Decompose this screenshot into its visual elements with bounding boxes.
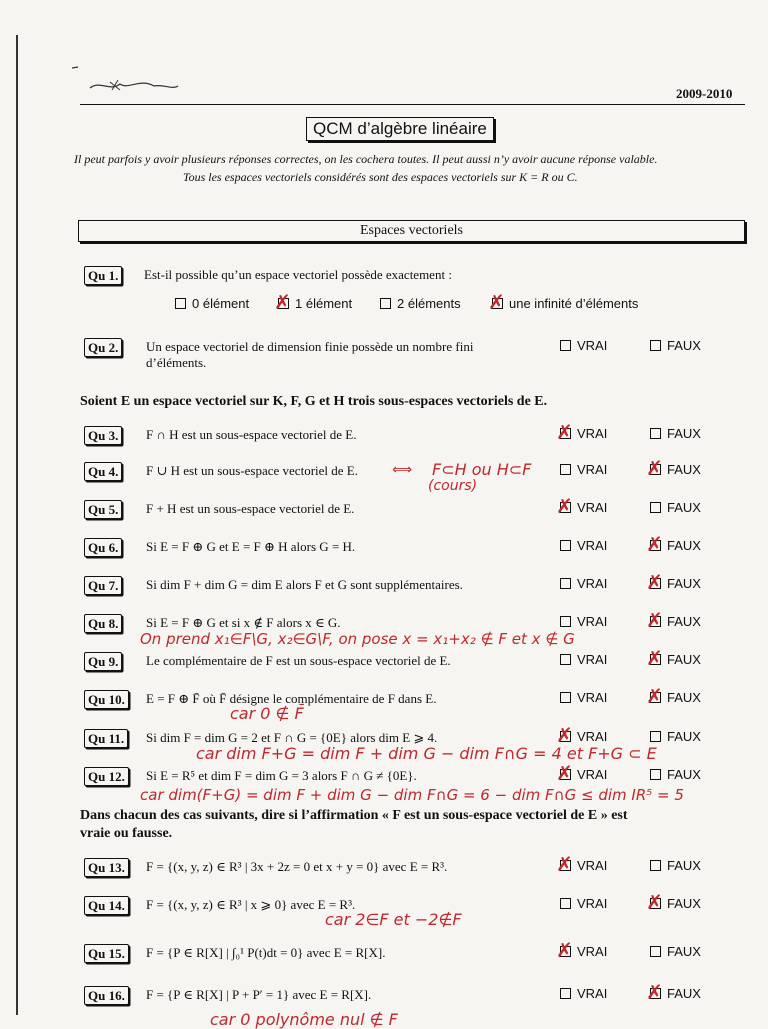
answer-label: FAUX bbox=[667, 858, 701, 873]
checkbox-checked[interactable] bbox=[650, 898, 661, 909]
answer-vrai[interactable] bbox=[560, 426, 607, 441]
q1-option-1[interactable]: 0 élément bbox=[175, 296, 249, 311]
answer-label: FAUX bbox=[667, 426, 701, 441]
question-text: F + H est un sous-espace vectoriel de E. bbox=[146, 501, 355, 516]
checkbox[interactable] bbox=[560, 340, 571, 351]
answer-faux[interactable] bbox=[650, 614, 701, 629]
note-q4-arrow: ⟺ bbox=[392, 462, 413, 478]
answer-label: FAUX bbox=[667, 767, 701, 782]
question-label: Qu 10. bbox=[84, 690, 129, 709]
answer-faux[interactable] bbox=[650, 500, 701, 515]
intro-line-2: Tous les espaces vectoriels considérés sont des espaces vectoriels sur K = R ou C. bbox=[183, 170, 578, 184]
answer-label: VRAI bbox=[577, 500, 608, 515]
answer-vrai[interactable] bbox=[560, 690, 607, 705]
answer-faux[interactable] bbox=[650, 858, 701, 873]
checkbox-checked[interactable] bbox=[560, 769, 571, 780]
q2-label: Qu 2. bbox=[84, 338, 122, 357]
checkbox-checked[interactable] bbox=[650, 616, 661, 627]
question-label: Qu 5. bbox=[84, 500, 122, 519]
question-label: Qu 6. bbox=[84, 538, 122, 557]
checkbox[interactable] bbox=[650, 428, 661, 439]
question-label: Qu 3. bbox=[84, 426, 122, 445]
question-text: F = {(x, y, z) ∈ R³ | x ⩾ 0} avec E = R³. bbox=[146, 897, 356, 912]
year: 2009-2010 bbox=[676, 86, 733, 101]
answer-label: VRAI bbox=[577, 690, 608, 705]
answer-label: FAUX bbox=[667, 986, 701, 1001]
checkbox-checked[interactable] bbox=[650, 988, 661, 999]
checkbox-checked[interactable] bbox=[650, 654, 661, 665]
answer-vrai[interactable] bbox=[560, 896, 607, 911]
question-label: Qu 16. bbox=[84, 986, 129, 1005]
answer-label: VRAI bbox=[577, 858, 608, 873]
answer-vrai[interactable] bbox=[560, 576, 607, 591]
note-q8: On prend x₁∈F\G, x₂∈G\F, on pose x = x₁+x₂ ∉ F et x ∉ G bbox=[140, 630, 575, 648]
answer-faux[interactable] bbox=[650, 986, 701, 1001]
answer-label: FAUX bbox=[667, 652, 701, 667]
answer-faux[interactable] bbox=[650, 729, 701, 744]
checkbox-checked[interactable] bbox=[650, 464, 661, 475]
checkbox[interactable] bbox=[650, 502, 661, 513]
checkbox[interactable] bbox=[560, 692, 571, 703]
question-label: Qu 15. bbox=[84, 944, 129, 963]
checkbox[interactable] bbox=[560, 654, 571, 665]
answer-vrai[interactable] bbox=[560, 652, 607, 667]
note-q12: car dim(F+G) = dim F + dim G − dim F∩G = 6 − dim F∩G ≤ dim IR⁵ = 5 bbox=[140, 786, 684, 804]
answer-faux[interactable] bbox=[650, 652, 701, 667]
answer-vrai[interactable] bbox=[560, 729, 607, 744]
answer-label: FAUX bbox=[667, 462, 701, 477]
answer-vrai[interactable] bbox=[560, 500, 607, 515]
answer-label: VRAI bbox=[577, 576, 608, 591]
question-text: Si E = R⁵ et dim F = dim G = 3 alors F ∩ G ≠ {0E}. bbox=[146, 768, 417, 783]
checkbox[interactable] bbox=[560, 898, 571, 909]
context-2-line-2: vraie ou fausse. bbox=[80, 826, 173, 841]
answer-faux[interactable] bbox=[650, 690, 701, 705]
answer-faux[interactable] bbox=[650, 767, 701, 782]
question-text: Si dim F = dim G = 2 et F ∩ G = {0E} alors dim E ⩾ 4. bbox=[146, 730, 438, 745]
question-label: Qu 11. bbox=[84, 729, 128, 748]
note-q14: car 2∈F et −2∉F bbox=[325, 910, 462, 929]
checkbox-checked[interactable] bbox=[278, 298, 289, 309]
answer-label: VRAI bbox=[577, 462, 608, 477]
answer-faux[interactable] bbox=[650, 896, 701, 911]
question-text: Si dim F + dim G = dim E alors F et G sont supplémentaires. bbox=[146, 577, 463, 592]
context-1: Soient E un espace vectoriel sur K, F, G et H trois sous-espaces vectoriels de E. bbox=[80, 394, 548, 409]
checkbox[interactable] bbox=[560, 578, 571, 589]
note-q4: F⊂H ou H⊂F bbox=[432, 460, 532, 479]
question-label: Qu 4. bbox=[84, 462, 122, 481]
q2-vrai[interactable]: VRAI bbox=[560, 338, 607, 353]
q1-option-2[interactable]: ✗ 1 élément bbox=[278, 296, 352, 311]
question-label: Qu 8. bbox=[84, 614, 122, 633]
note-q10: car 0 ∉ F̄ bbox=[230, 704, 304, 723]
answer-label: FAUX bbox=[667, 729, 701, 744]
checkbox-checked[interactable] bbox=[492, 298, 503, 309]
checkbox[interactable] bbox=[650, 860, 661, 871]
answer-label: FAUX bbox=[667, 614, 701, 629]
page-title: QCM d’algèbre linéaire bbox=[306, 117, 494, 141]
checkbox[interactable] bbox=[560, 540, 571, 551]
checkbox[interactable] bbox=[560, 988, 571, 999]
q1-option-3[interactable]: 2 éléments bbox=[380, 296, 461, 311]
checkbox-checked[interactable] bbox=[560, 860, 571, 871]
answer-label: FAUX bbox=[667, 576, 701, 591]
answer-label: VRAI bbox=[577, 767, 608, 782]
question-text: F = {P ∈ R[X] | P + P′ = 1} avec E = R[X]. bbox=[146, 987, 372, 1002]
question-label: Qu 14. bbox=[84, 896, 129, 915]
question-text: Si E = F ⊕ G et si x ∉ F alors x ∈ G. bbox=[146, 615, 341, 630]
q1-text: Est-il possible qu’un espace vectoriel possède exactement : bbox=[144, 267, 452, 282]
checkbox-checked[interactable] bbox=[650, 692, 661, 703]
intro-line-1: Il peut parfois y avoir plusieurs réponses correctes, on les cochera toutes. Il peut aussi n’y avoir aucune réponse valable. bbox=[74, 152, 658, 166]
checkbox-checked[interactable] bbox=[560, 502, 571, 513]
note-q16: car 0 polynôme nul ∉ F bbox=[210, 1010, 398, 1029]
question-label: Qu 9. bbox=[84, 652, 122, 671]
note-q11: car dim F+G = dim F + dim G − dim F∩G = 4 et F+G ⊂ E bbox=[196, 744, 657, 763]
question-label: Qu 12. bbox=[84, 767, 129, 786]
answer-label: VRAI bbox=[577, 652, 608, 667]
checkbox[interactable] bbox=[650, 946, 661, 957]
checkbox-checked[interactable] bbox=[560, 428, 571, 439]
answer-faux[interactable] bbox=[650, 576, 701, 591]
q1-option-4[interactable]: ✗ une infinité d’éléments bbox=[492, 296, 638, 311]
answer-vrai[interactable] bbox=[560, 944, 607, 959]
question-text: Si E = F ⊕ G et E = F ⊕ H alors G = H. bbox=[146, 539, 356, 554]
checkbox[interactable] bbox=[175, 298, 186, 309]
answer-faux[interactable] bbox=[650, 944, 701, 959]
section-title: Espaces vectoriels bbox=[78, 220, 745, 242]
checkbox[interactable] bbox=[650, 340, 661, 351]
answer-label: FAUX bbox=[667, 538, 701, 553]
answer-label: VRAI bbox=[577, 986, 608, 1001]
answer-label: VRAI bbox=[577, 538, 608, 553]
question-text: F = {P ∈ R[X] | ∫₀¹ P(t)dt = 0} avec E = R[X]. bbox=[146, 945, 386, 960]
answer-label: VRAI bbox=[577, 729, 608, 744]
q2-text-2: d’éléments. bbox=[146, 355, 207, 370]
answer-faux[interactable] bbox=[650, 462, 701, 477]
checkbox-checked[interactable] bbox=[560, 946, 571, 957]
question-label: Qu 7. bbox=[84, 576, 122, 595]
answer-vrai[interactable] bbox=[560, 538, 607, 553]
checkbox-checked[interactable] bbox=[650, 578, 661, 589]
checkbox[interactable] bbox=[380, 298, 391, 309]
question-text: F = {(x, y, z) ∈ R³ | 3x + 2z = 0 et x + y = 0} avec E = R³. bbox=[146, 859, 448, 874]
checkbox-checked[interactable] bbox=[650, 540, 661, 551]
answer-label: VRAI bbox=[577, 614, 608, 629]
q2-faux[interactable]: FAUX bbox=[650, 338, 701, 353]
checkbox[interactable] bbox=[650, 769, 661, 780]
question-text: F ∩ H est un sous-espace vectoriel de E. bbox=[146, 427, 357, 442]
checkbox[interactable] bbox=[560, 464, 571, 475]
answer-label: FAUX bbox=[667, 500, 701, 515]
answer-faux[interactable] bbox=[650, 538, 701, 553]
answer-vrai[interactable] bbox=[560, 614, 607, 629]
answer-label: FAUX bbox=[667, 944, 701, 959]
q1-label: Qu 1. bbox=[84, 266, 122, 285]
answer-label: VRAI bbox=[577, 426, 608, 441]
question-label: Qu 13. bbox=[84, 858, 129, 877]
answer-vrai[interactable] bbox=[560, 858, 607, 873]
answer-label: FAUX bbox=[667, 896, 701, 911]
question-text: E = F ⊕ F̄ où F̄ désigne le complémentaire de F dans E. bbox=[146, 691, 437, 706]
note-q4b: (cours) bbox=[428, 478, 478, 494]
header-rule bbox=[80, 104, 745, 105]
margin-line bbox=[16, 35, 18, 1015]
answer-faux[interactable] bbox=[650, 426, 701, 441]
checkbox-checked[interactable] bbox=[560, 731, 571, 742]
answer-vrai[interactable] bbox=[560, 986, 607, 1001]
context-2-line-1: Dans chacun des cas suivants, dire si l’affirmation « F est un sous-espace vectoriel de E » est bbox=[80, 808, 628, 823]
answer-label: FAUX bbox=[667, 690, 701, 705]
q2-text-1: Un espace vectoriel de dimension finie possède un nombre fini bbox=[146, 339, 474, 354]
checkbox[interactable] bbox=[650, 731, 661, 742]
answer-vrai[interactable] bbox=[560, 767, 607, 782]
answer-vrai[interactable] bbox=[560, 462, 607, 477]
answer-label: VRAI bbox=[577, 896, 608, 911]
question-text: Le complémentaire de F est un sous-espace vectoriel de E. bbox=[146, 653, 451, 668]
checkbox[interactable] bbox=[560, 616, 571, 627]
question-text: F ∪ H est un sous-espace vectoriel de E. bbox=[146, 463, 358, 478]
signature-scribble bbox=[70, 60, 180, 105]
answer-label: VRAI bbox=[577, 944, 608, 959]
